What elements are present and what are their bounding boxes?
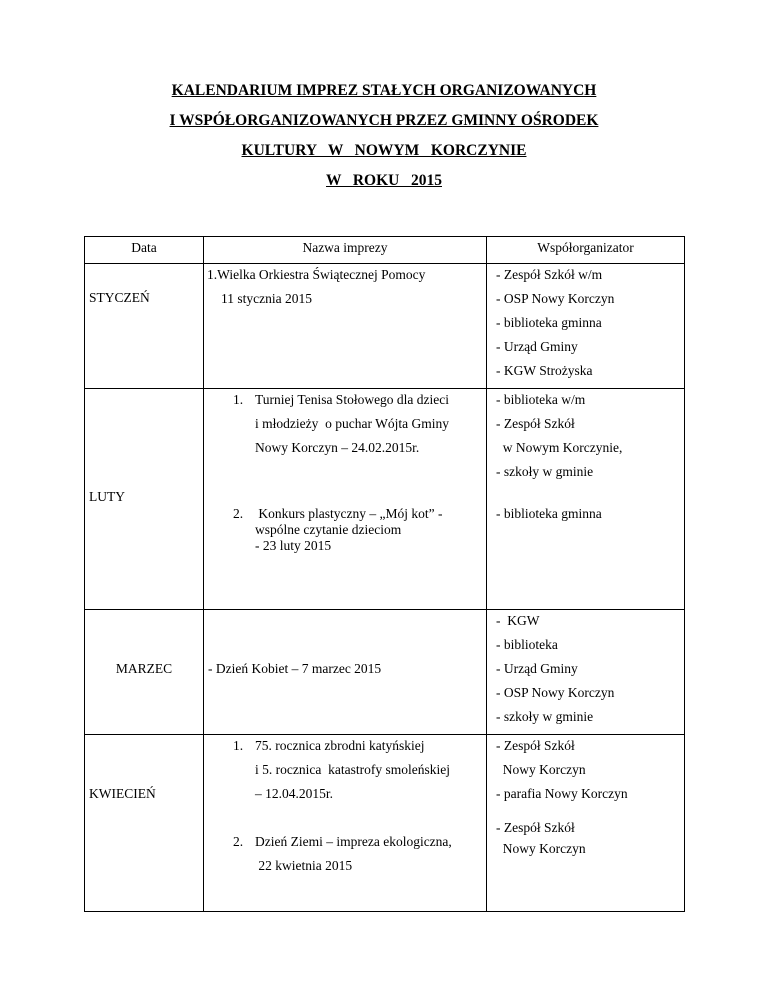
table-row-marzec: [85, 610, 685, 735]
month-cell: [85, 264, 204, 389]
event-date: 22 kwietnia 2015: [255, 858, 353, 873]
coorganizer-item: - szkoły w gminie: [496, 464, 594, 479]
coorganizer-item: - KGW Strożyska: [496, 363, 593, 378]
month-label: LUTY: [89, 489, 125, 504]
coorganizer-item: - OSP Nowy Korczyn: [496, 291, 615, 306]
coorganizer-item: Nowy Korczyn: [496, 841, 586, 856]
coorganizer-cell: [487, 610, 685, 735]
event-number: 2.: [233, 834, 244, 849]
event-date: 11 stycznia 2015: [221, 291, 312, 306]
table-row-styczen: [85, 264, 685, 389]
event-cell: [204, 610, 487, 735]
coorganizer-item: - Zespół Szkół: [496, 416, 575, 431]
event-title: 75. rocznica zbrodni katyńskiej: [255, 738, 425, 753]
coorganizer-item: - biblioteka w/m: [496, 392, 586, 407]
coorganizer-item: - OSP Nowy Korczyn: [496, 685, 615, 700]
event-number: 1.: [233, 738, 244, 753]
header-event-name: Nazwa imprezy: [204, 237, 487, 264]
event-title: wspólne czytanie dzieciom: [255, 522, 402, 537]
coorganizer-item: w Nowym Korczynie,: [496, 440, 623, 455]
coorganizer-item: Nowy Korczyn: [496, 762, 586, 777]
title-line-4: W ROKU 2015: [326, 172, 442, 189]
event-date: Nowy Korczyn – 24.02.2015r.: [255, 440, 420, 455]
coorganizer-item: - Zespół Szkół: [496, 738, 575, 753]
event-title: i młodzieży o puchar Wójta Gminy: [255, 416, 449, 431]
event-cell: [204, 264, 487, 389]
coorganizer-item: - Urząd Gminy: [496, 661, 578, 676]
coorganizer-item: - parafia Nowy Korczyn: [496, 786, 628, 801]
event-cell: [204, 735, 487, 912]
coorganizer-item: - Zespół Szkół: [496, 820, 575, 835]
month-label: STYCZEŃ: [89, 290, 150, 305]
title-line-2: I WSPÓŁORGANIZOWANYCH PRZEZ GMINNY OŚRODEK: [169, 112, 599, 129]
month-label: KWIECIEŃ: [89, 786, 156, 801]
events-table: [84, 236, 685, 912]
title-line-3: KULTURY W NOWYM KORCZYNIE: [241, 142, 527, 159]
event-number: 2.: [233, 506, 244, 521]
header-coorganizer: Współorganizator: [487, 237, 685, 264]
event-title: Konkurs plastyczny – „Mój kot” -: [255, 506, 443, 521]
event-date: - 23 luty 2015: [255, 538, 332, 553]
event-cell: [204, 389, 487, 610]
coorganizer-cell: [487, 389, 685, 610]
event-title: - Dzień Kobiet – 7 marzec 2015: [208, 661, 382, 676]
coorganizer-item: - KGW: [496, 613, 540, 628]
coorganizer-item: - Zespół Szkół w/m: [496, 267, 603, 282]
coorganizer-item: - biblioteka gminna: [496, 315, 602, 330]
event-title: i 5. rocznica katastrofy smoleńskiej: [255, 762, 450, 777]
document-title: [0, 80, 768, 200]
month-cell: [85, 389, 204, 610]
month-cell: [85, 610, 204, 735]
table-header-row: [85, 237, 685, 264]
event-number: 1.: [233, 392, 244, 407]
table-row-luty: [85, 389, 685, 610]
event-date: – 12.04.2015r.: [255, 786, 334, 801]
table-row-kwiecien: [85, 735, 685, 912]
month-cell: [85, 735, 204, 912]
coorganizer-item: - szkoły w gminie: [496, 709, 594, 724]
coorganizer-cell: [487, 264, 685, 389]
coorganizer-item: - biblioteka gminna: [496, 506, 602, 521]
header-date: Data: [85, 237, 204, 264]
month-label: MARZEC: [115, 661, 173, 676]
event-title: 1.Wielka Orkiestra Świątecznej Pomocy: [207, 267, 426, 282]
coorganizer-cell: [487, 735, 685, 912]
coorganizer-item: - biblioteka: [496, 637, 558, 652]
event-title: Turniej Tenisa Stołowego dla dzieci: [255, 392, 450, 407]
title-line-1: KALENDARIUM IMPREZ STAŁYCH ORGANIZOWANYCH: [171, 82, 597, 99]
coorganizer-item: - Urząd Gminy: [496, 339, 578, 354]
event-title: Dzień Ziemi – impreza ekologiczna,: [255, 834, 452, 849]
